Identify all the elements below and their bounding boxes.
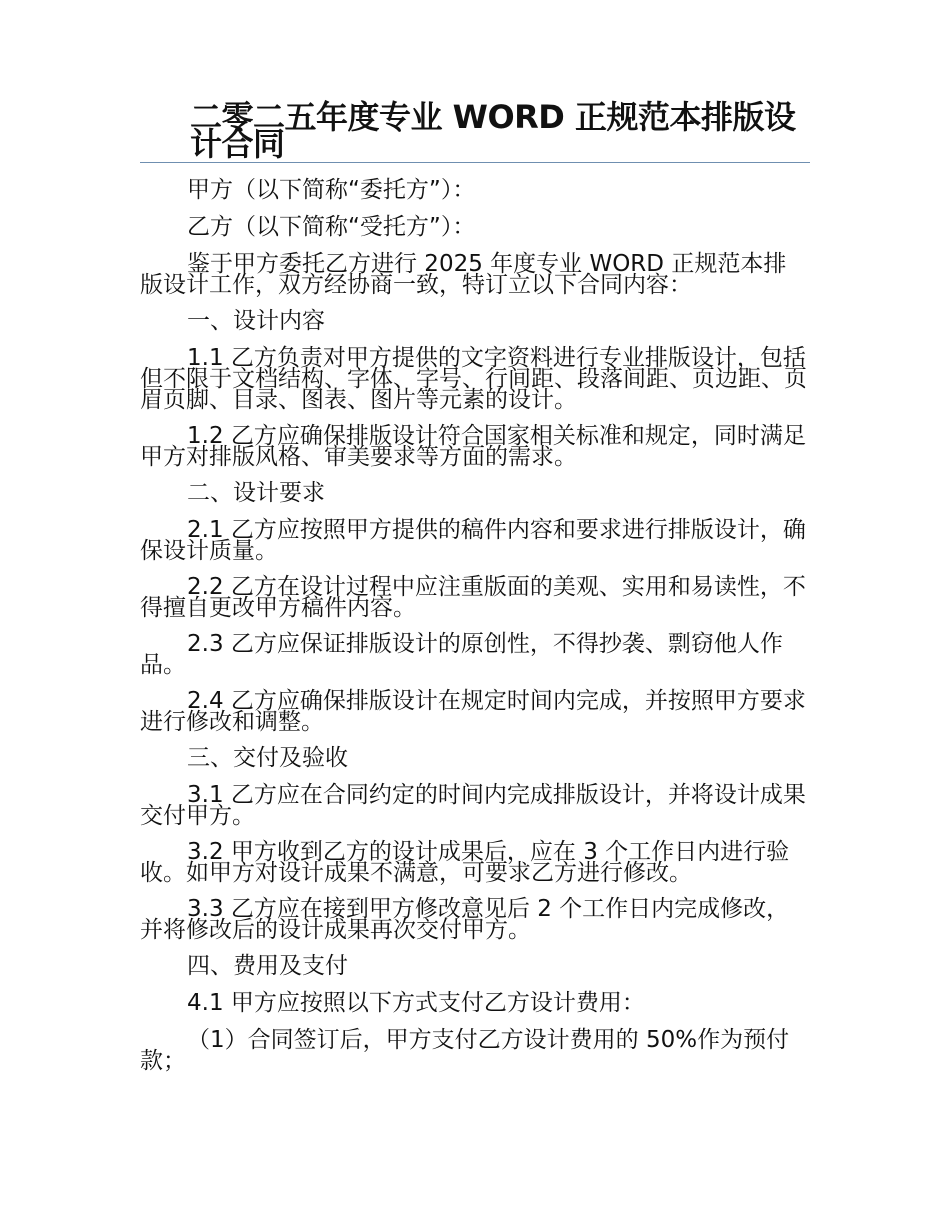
preamble: 鉴于甲方委托乙方进行 2025 年度专业 WORD 正规范本排版设计工作，双方经协商一致，特订立以下合同内容： (140, 251, 787, 298)
clause-2-1: 2.1 乙方应按照甲方提供的稿件内容和要求进行排版设计，确保设计质量。 (140, 517, 806, 564)
clause-2-4: 2.4 乙方应确保排版设计在规定时间内完成，并按照甲方要求进行修改和调整。 (140, 688, 806, 735)
title-block (140, 98, 810, 163)
clause-3-1: 3.1 乙方应在合同约定的时间内完成排版设计，并将设计成果交付甲方。 (140, 782, 806, 829)
document-title: 二零二五年度专业 WORD 正规范本排版设计合同 (190, 98, 796, 163)
party-a-line: 甲方（以下简称“委托方”）： (187, 177, 476, 203)
clause-4-1: 4.1 甲方应按照以下方式支付乙方设计费用： (187, 990, 645, 1016)
section-heading-2: 二、设计要求 (187, 480, 325, 506)
clause-2-3: 2.3 乙方应保证排版设计的原创性，不得抄袭、剽窃他人作品。 (140, 631, 783, 678)
party-b-line: 乙方（以下简称“受托方”）： (187, 214, 476, 240)
document-body (140, 177, 808, 1087)
clause-1-1: 1.1 乙方负责对甲方提供的文字资料进行专业排版设计，包括但不限于文档结构、字体、字号、行间距、段落间距、页边距、页眉页脚、目录、图表、图片等元素的设计。 (140, 345, 807, 413)
payment-item-1: （1）合同签订后，甲方支付乙方设计费用的 50%作为预付款； (140, 1027, 790, 1074)
section-heading-1: 一、设计内容 (187, 308, 325, 334)
section-heading-4: 四、费用及支付 (187, 953, 348, 979)
clause-1-2: 1.2 乙方应确保排版设计符合国家相关标准和规定，同时满足甲方对排版风格、审美要求等方面的需求。 (140, 423, 806, 470)
clause-3-2: 3.2 甲方收到乙方的设计成果后，应在 3 个工作日内进行验收。如甲方对设计成果不满意，可要求乙方进行修改。 (140, 839, 790, 886)
section-heading-3: 三、交付及验收 (187, 745, 348, 771)
clause-3-3: 3.3 乙方应在接到甲方修改意见后 2 个工作日内完成修改，并将修改后的设计成果再次交付甲方。 (140, 896, 790, 943)
clause-2-2: 2.2 乙方在设计过程中应注重版面的美观、实用和易读性，不得擅自更改甲方稿件内容。 (140, 574, 806, 621)
